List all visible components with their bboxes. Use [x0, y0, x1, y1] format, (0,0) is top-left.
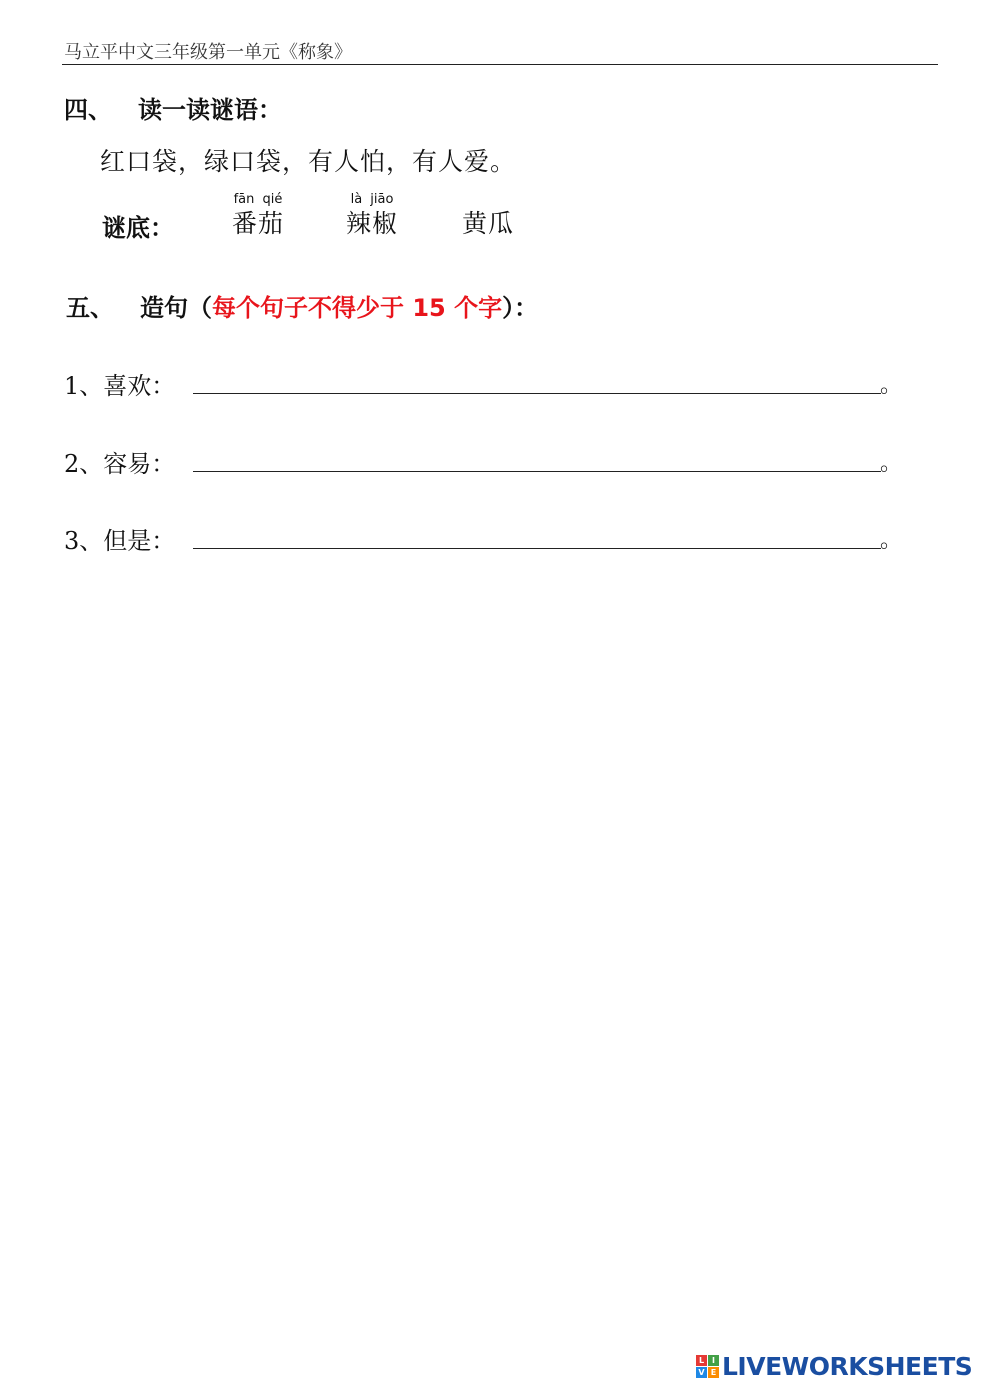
section-5-title — [66, 288, 538, 323]
logo-square: V — [696, 1367, 707, 1378]
logo-square: L — [696, 1355, 707, 1366]
sentence-label: 1、喜欢： — [64, 372, 176, 400]
answer-choice-1[interactable] — [232, 192, 284, 240]
sentence-answer-line[interactable] — [193, 393, 881, 394]
sentence-period: 。 — [880, 528, 903, 553]
section-5-heading: 造句（ — [140, 294, 212, 322]
liveworksheets-logo[interactable] — [696, 1352, 972, 1380]
logo-squares-icon — [696, 1355, 719, 1378]
sentence-label: 3、但是： — [64, 527, 176, 555]
logo-square: I — [708, 1355, 719, 1366]
sentence-answer-line[interactable] — [193, 471, 881, 472]
logo-text: LIVEWORKSHEETS — [722, 1351, 973, 1381]
sentence-period: 。 — [880, 451, 903, 476]
logo-square: E — [708, 1367, 719, 1378]
worksheet-title: 马立平中文三年级第一单元《称象》 — [64, 42, 352, 63]
choice-pinyin — [462, 192, 514, 208]
choice-hanzi: 番茄 — [232, 209, 285, 238]
answer-choice-3[interactable] — [462, 192, 514, 240]
choice-pinyin: là jiāo — [350, 192, 394, 207]
riddle-text: 红口袋，绿口袋，有人怕，有人爱。 — [100, 147, 517, 176]
answer-choice-2[interactable] — [346, 192, 398, 240]
choice-pinyin: fān qié — [233, 192, 283, 207]
choice-hanzi: 辣椒 — [346, 209, 399, 238]
section-4-heading: 读一读谜语： — [138, 96, 282, 124]
section-5-requirement: 每个句子不得少于 15 个字 — [212, 294, 503, 322]
sentence-period: 。 — [880, 373, 903, 398]
section-5-number: 五、 — [66, 294, 114, 322]
sentence-answer-line[interactable] — [193, 548, 881, 549]
section-5-heading-end: ）： — [502, 294, 539, 322]
section-4-title — [64, 90, 282, 125]
section-4-number: 四、 — [64, 96, 112, 124]
choice-hanzi: 黄瓜 — [462, 209, 515, 238]
sentence-label: 2、容易： — [64, 450, 176, 478]
answer-label: 谜底： — [102, 214, 174, 242]
header-divider — [62, 64, 938, 65]
